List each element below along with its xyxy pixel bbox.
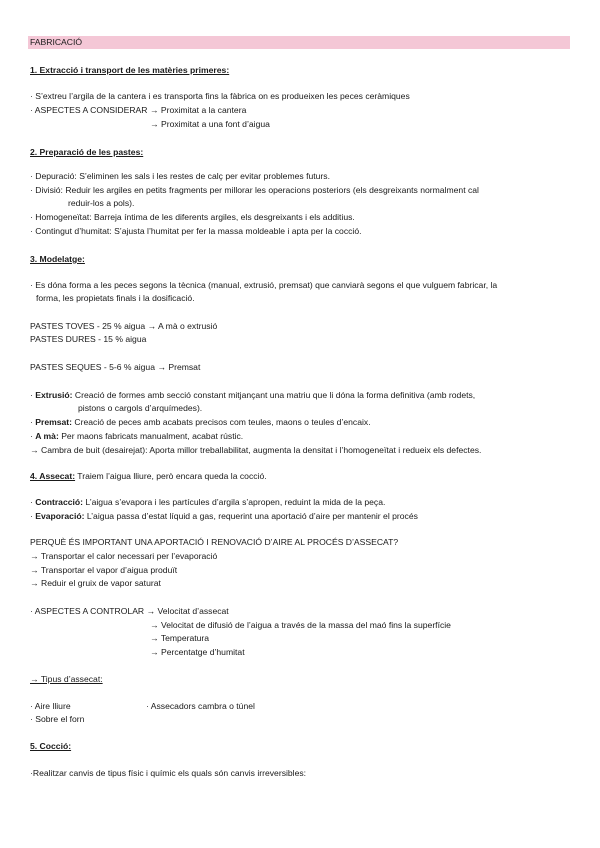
section-3-extrusio: · Extrusió: Creació de formes amb secció constant mitjançant una matriu que li dóna la forma definitiva (amb rodets, — [30, 390, 476, 400]
title-bar — [28, 36, 570, 49]
section-4-heading: 4. Assecat: — [30, 471, 76, 481]
section-2-heading: 2. Preparació de les pastes: — [30, 147, 144, 157]
page-title: FABRICACIÓ — [30, 37, 83, 47]
section-3-cambra: → Cambra de buit (desairejat): Aporta millor treballabilitat, augmenta la densitat i l’homogeneïtat i redueix els defectes. — [30, 445, 482, 455]
section-4-answer-2: → Transportar el vapor d’aigua produït — [30, 565, 178, 575]
section-4-control-3: → Temperatura — [150, 633, 210, 643]
section-4-contraccio: · Contracció: L’aigua s’evapora i les partícules d’argila s’apropen, reduint la mida de la peça. — [30, 497, 386, 507]
section-1-line-3: → Proximitat a una font d’aigua — [150, 119, 270, 129]
extrusio-text: Creació de formes amb secció constant mitjançant una matriu que li dóna la forma definitiva (amb rodets, — [72, 390, 476, 400]
section-4-control-4: → Percentatge d’humitat — [150, 647, 245, 657]
section-4-heading-rest: Traiem l’aigua lliure, però encara queda la cocció. — [75, 471, 267, 481]
a-ma-label: A mà: — [35, 431, 59, 441]
section-4-answer-1: → Transportar el calor necessari per l’evaporació — [30, 551, 218, 561]
section-3-a-ma: · A mà: Per maons fabricats manualment, acabat rústic. — [30, 431, 244, 441]
section-3-extrusio-cont: pistons o cargols d’arquímedes). — [78, 403, 203, 413]
section-5-heading: 5. Cocció: — [30, 741, 72, 751]
section-1-heading: 1. Extracció i transport de les matèries primeres: — [30, 65, 230, 75]
section-1-line-1: · S’extreu l’argila de la cantera i es transporta fins la fàbrica on es produeixen les peces ceràmiques — [30, 91, 410, 101]
section-4-heading-line — [30, 470, 267, 483]
section-4-tipus-heading: → Tipus d’assecat: — [30, 674, 103, 684]
section-2-line-2: · Divisió: Reduir les argiles en petits fragments per millorar les operacions posteriors (els desgreixants normalment cal — [30, 185, 479, 195]
extrusio-label: Extrusió: — [35, 390, 73, 400]
section-3-line-2: forma, les propietats finals i la dosificació. — [36, 293, 195, 303]
section-2-line-5: · Contingut d’humitat: S’ajusta l’humitat per fer la massa moldeable i apta per la cocció. — [30, 226, 362, 236]
evaporacio-label: Evaporació: — [35, 511, 85, 521]
evaporacio-text: L’aigua passa d’estat líquid a gas, requerint una aportació d’aire per mantenir el procés — [84, 511, 418, 521]
section-2-line-4: · Homogeneïtat: Barreja íntima de les diferents argiles, els desgreixants i els additius. — [30, 212, 355, 222]
section-4-answer-3: → Reduir el gruix de vapor saturat — [30, 578, 161, 588]
section-3-premsat: · Premsat: Creació de peces amb acabats precisos com teules, maons o teules d’encaix. — [30, 417, 371, 427]
section-5-line-1: ·Realitzar canvis de tipus físic i químic els quals són canvis irreversibles: — [30, 768, 307, 778]
section-4-control-1: · ASPECTES A CONTROLAR → Velocitat d’assecat — [30, 606, 229, 616]
section-4-control-2: → Velocitat de difusió de l’aigua a través de la massa del maó fins la superfície — [150, 620, 451, 630]
section-4-tipus-2: · Assecadors cambra o túnel — [146, 701, 255, 711]
section-3-pastes-dures: PASTES DURES - 15 % aigua — [30, 334, 147, 344]
a-ma-text: Per maons fabricats manualment, acabat rústic. — [58, 431, 244, 441]
contraccio-text: L’aigua s’evapora i les partícules d’argila s’apropen, reduint la mida de la peça. — [83, 497, 386, 507]
section-4-tipus-1: · Aire lliure — [30, 701, 71, 711]
section-3-heading: 3. Modelatge: — [30, 254, 85, 264]
section-3-pastes-toves: PASTES TOVES - 25 % aigua → A mà o extrusió — [30, 321, 218, 331]
premsat-text: Creació de peces amb acabats precisos com teules, maons o teules d’encaix. — [72, 417, 371, 427]
premsat-label: Premsat: — [35, 417, 73, 427]
section-4-tipus-3: · Sobre el forn — [30, 714, 85, 724]
section-3-pastes-seques: PASTES SEQUES - 5-6 % aigua → Premsat — [30, 362, 201, 372]
section-3-line-1: · Es dóna forma a les peces segons la tècnica (manual, extrusió, premsat) que canviarà segons el que vulguem fabricar, la — [30, 280, 498, 290]
section-2-line-3: reduir-los a pols). — [68, 198, 135, 208]
section-4-question: PERQUÈ ÉS IMPORTANT UNA APORTACIÓ I RENOVACIÓ D’AIRE AL PROCÉS D’ASSECAT? — [30, 537, 399, 547]
section-4-evaporacio: · Evaporació: L’aigua passa d’estat líquid a gas, requerint una aportació d’aire per mantenir el procés — [30, 511, 418, 521]
contraccio-label: Contracció: — [35, 497, 83, 507]
section-1-line-2: · ASPECTES A CONSIDERAR → Proximitat a la cantera — [30, 105, 247, 115]
section-2-line-1: · Depuració: S’eliminen les sals i les restes de calç per evitar problemes futurs. — [30, 171, 330, 181]
